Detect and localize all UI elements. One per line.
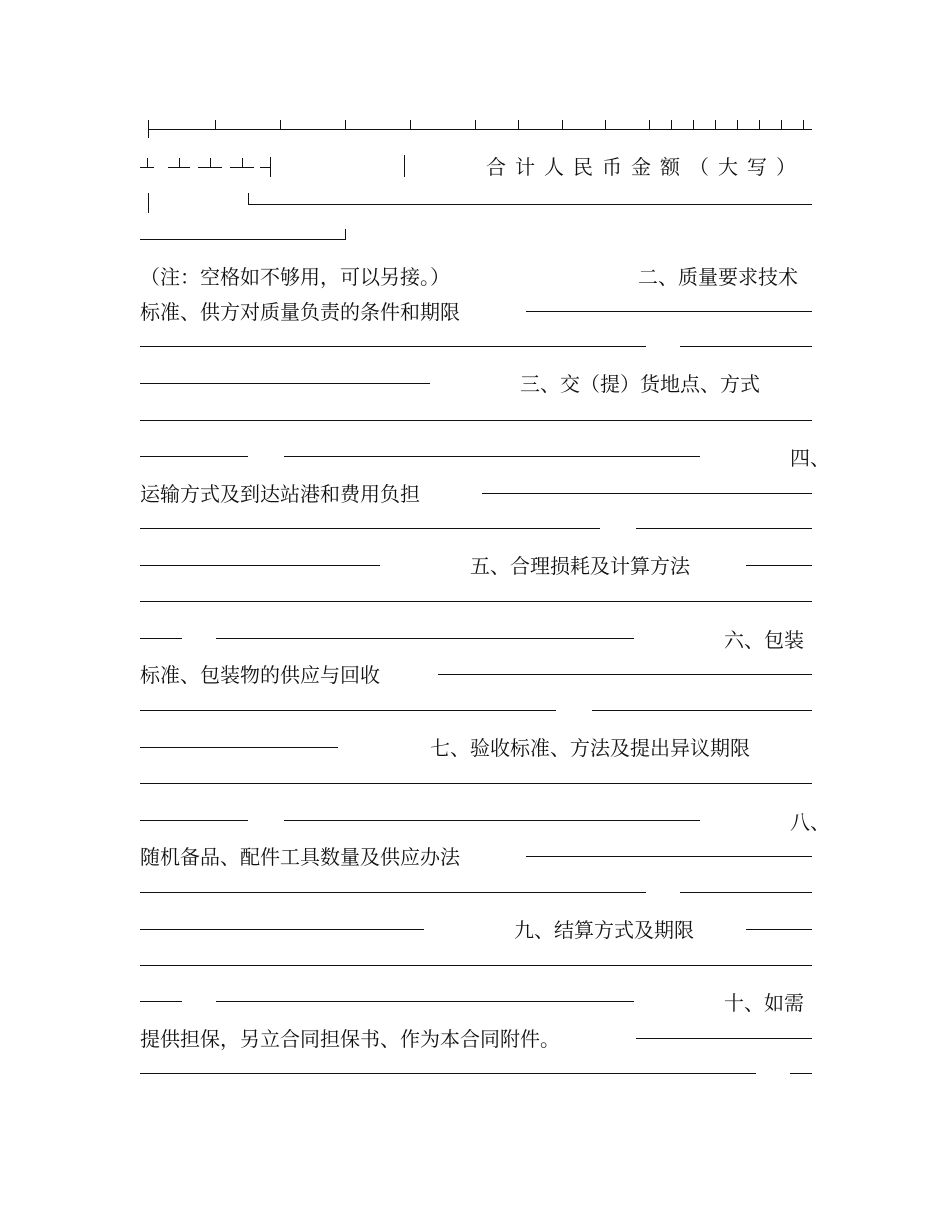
blank-line: [140, 528, 600, 529]
clause-6-heading-part2: 标准、包装物的供应与回收: [140, 663, 380, 687]
table-stub: [270, 157, 271, 177]
table-tick: [518, 120, 519, 130]
table-tick: [280, 120, 281, 130]
clause-7-heading: 七、验收标准、方法及提出异议期限: [430, 736, 750, 760]
blank-line: [140, 601, 812, 602]
blank-line: [140, 420, 812, 421]
blank-line: [438, 674, 812, 675]
table-tick: [671, 120, 672, 130]
table-stub: [210, 158, 211, 167]
blank-line: [746, 565, 812, 566]
clause-8-heading-part1: 八、: [790, 810, 830, 834]
table-bottom-rule: [140, 239, 345, 240]
table-top-rule: [148, 129, 812, 130]
table-tick: [410, 120, 411, 130]
blank-line: [140, 565, 380, 566]
table-stub: [230, 167, 254, 168]
blank-line: [284, 456, 700, 457]
clause-10-heading-part2: 提供担保，另立合同担保书、作为本合同附件。: [140, 1027, 560, 1051]
table-tick: [759, 120, 760, 130]
blank-line: [216, 638, 634, 639]
table-divider: [404, 155, 405, 177]
clause-2-heading-part1: 二、质量要求技术: [638, 265, 798, 289]
blank-line: [592, 710, 812, 711]
clause-8-heading-part2: 随机备品、配件工具数量及供应办法: [140, 845, 460, 869]
blank-line: [140, 747, 338, 748]
table-stub: [140, 167, 154, 168]
blank-line: [680, 892, 812, 893]
table-left-edge: [148, 120, 149, 138]
table-tick: [605, 120, 606, 130]
table-tick: [562, 120, 563, 130]
table-tick: [803, 120, 804, 130]
blank-line: [790, 1073, 812, 1074]
clause-2-heading-part2: 标准、供方对质量负责的条件和期限: [140, 300, 460, 324]
blank-line: [140, 346, 646, 347]
table-tick: [475, 120, 476, 130]
blank-line: [636, 1038, 812, 1039]
blank-line: [140, 638, 182, 639]
table-stub: [147, 158, 148, 167]
table-stub: [242, 158, 243, 167]
blank-line: [284, 820, 700, 821]
table-tick: [737, 120, 738, 130]
total-amount-label: 合计人民币金额（大写）: [486, 155, 805, 179]
blank-line: [140, 710, 556, 711]
table-inner-rule: [248, 204, 812, 205]
blank-line: [746, 929, 812, 930]
blank-line: [526, 856, 812, 857]
blank-line: [140, 1001, 182, 1002]
blank-line: [140, 1073, 756, 1074]
blank-line: [140, 820, 248, 821]
table-left-edge: [148, 193, 149, 213]
blank-line: [680, 346, 812, 347]
blank-line: [636, 528, 812, 529]
table-stub: [260, 167, 270, 168]
table-tick: [345, 120, 346, 130]
table-stub: [198, 167, 222, 168]
blank-line: [140, 965, 812, 966]
clause-5-heading: 五、合理损耗及计算方法: [470, 554, 690, 578]
blank-line: [140, 892, 646, 893]
clause-10-heading-part1: 十、如需: [724, 991, 804, 1015]
clause-4-heading-part1: 四、: [790, 446, 830, 470]
clause-4-heading-part2: 运输方式及到达站港和费用负担: [140, 482, 420, 506]
blank-line: [526, 311, 812, 312]
blank-line: [140, 383, 430, 384]
clause-6-heading-part1: 六、包装: [724, 628, 804, 652]
clause-3-heading: 三、交（提）货地点、方式: [520, 372, 760, 396]
table-stub: [168, 167, 190, 168]
blank-line: [216, 1001, 634, 1002]
clause-9-heading: 九、结算方式及期限: [514, 918, 694, 942]
table-bottom-edge: [345, 229, 346, 240]
blank-line: [140, 456, 248, 457]
table-tick: [781, 120, 782, 130]
blank-line: [140, 783, 812, 784]
note-text: （注：空格如不够用，可以另接。）: [140, 265, 450, 289]
table-tick: [215, 120, 216, 130]
table-stub: [179, 158, 180, 167]
blank-line: [482, 493, 812, 494]
table-tick: [693, 120, 694, 130]
table-tick: [715, 120, 716, 130]
blank-line: [140, 929, 424, 930]
table-tick: [649, 120, 650, 130]
